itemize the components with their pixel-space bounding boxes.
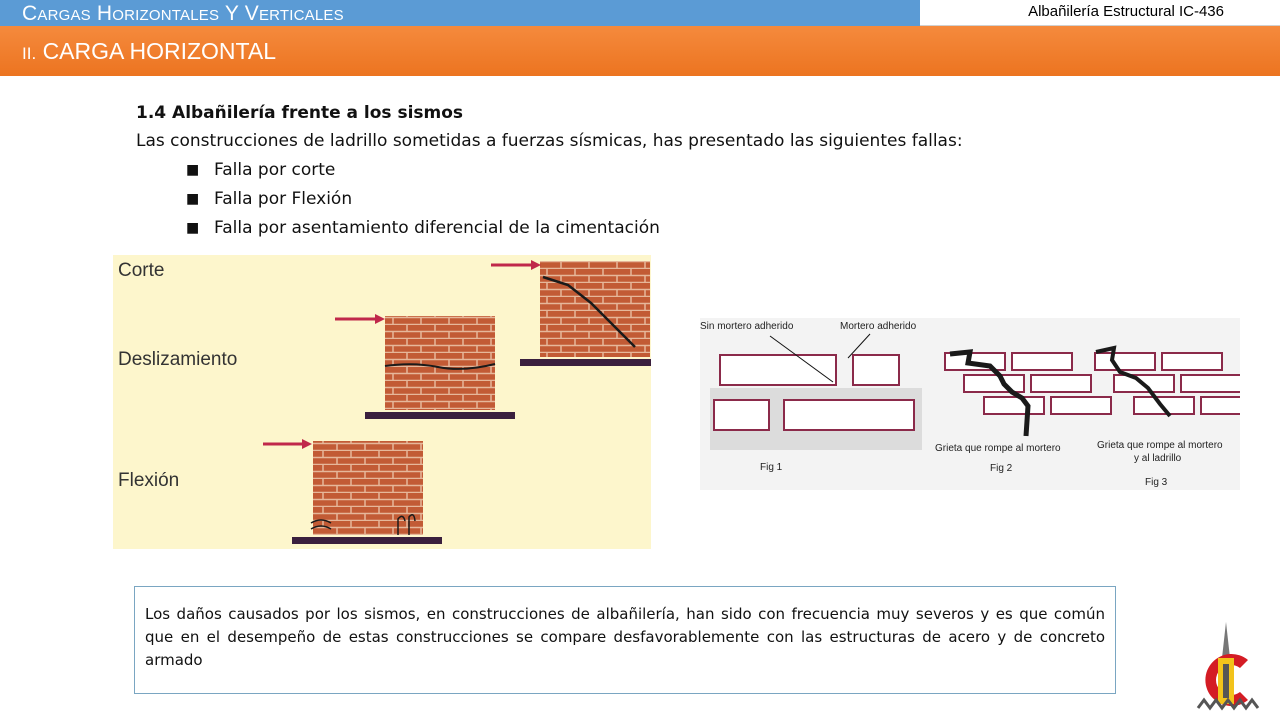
main-content: [136, 100, 1136, 243]
shear-wall: [491, 260, 651, 366]
presentation-title: Cargas Horizontales Y Verticales: [22, 2, 344, 25]
fig3-label: Fig 3: [1145, 477, 1168, 488]
list-item: [186, 156, 1136, 185]
failure-modes-figure: [113, 255, 651, 549]
failure-label: Falla por Flexión: [214, 189, 353, 209]
failure-label: Falla por asentamiento diferencial de la cimentación: [214, 218, 660, 238]
fig3-caption-line2: y al ladrillo: [1134, 453, 1182, 464]
section-number: II.: [22, 44, 37, 63]
list-item: [186, 214, 1136, 243]
section-bar: [0, 26, 1280, 76]
intro-paragraph: Las construcciones de ladrillo sometidas a fuerzas sísmicas, has presentado las siguientes fallas:: [136, 131, 963, 151]
note-box: Los daños causados por los sismos, en construcciones de albañilería, han sido con frecuencia muy severos y es que común que en el desempeño de estas construcciones se compare desfavorablemente con las estructuras de acero y de concreto armado: [134, 586, 1116, 694]
label-flexure: Flexión: [118, 470, 180, 491]
fig3-brick-crack: [1095, 348, 1240, 416]
course-bar: [920, 0, 1280, 26]
bullet-icon: ■: [186, 191, 200, 207]
failure-list: [186, 156, 1136, 243]
course-code: Albañilería Estructural IC-436: [1028, 3, 1224, 20]
bullet-icon: ■: [186, 162, 200, 178]
section-title-text: CARGA HORIZONTAL: [42, 38, 276, 64]
failure-label: Falla por corte: [214, 160, 336, 180]
fig2-caption: Grieta que rompe al mortero: [935, 443, 1061, 454]
fig2-mortar-crack: [945, 352, 1111, 436]
header-bar: [0, 0, 920, 26]
fig1-mortar-diagram: [710, 334, 922, 450]
section-title: [22, 38, 276, 65]
flexure-wall: [263, 439, 442, 544]
bullet-icon: ■: [186, 220, 200, 236]
label-sliding: Deslizamiento: [118, 349, 238, 370]
crack-types-figure: [700, 318, 1240, 490]
sliding-wall: [335, 314, 515, 419]
label-shear: Corte: [118, 260, 165, 281]
brick-walls-illustration: [113, 255, 651, 549]
list-item: [186, 185, 1136, 214]
fig2-label: Fig 2: [990, 463, 1013, 474]
subsection-heading: 1.4 Albañilería frente a los sismos: [136, 103, 464, 123]
fig3-caption-line1: Grieta que rompe al mortero: [1097, 440, 1223, 451]
fig1-label: Fig 1: [760, 462, 783, 473]
label-mortar: Mortero adherido: [840, 321, 917, 332]
label-no-mortar: Sin mortero adherido: [700, 321, 794, 332]
university-logo-icon: [1190, 620, 1262, 715]
